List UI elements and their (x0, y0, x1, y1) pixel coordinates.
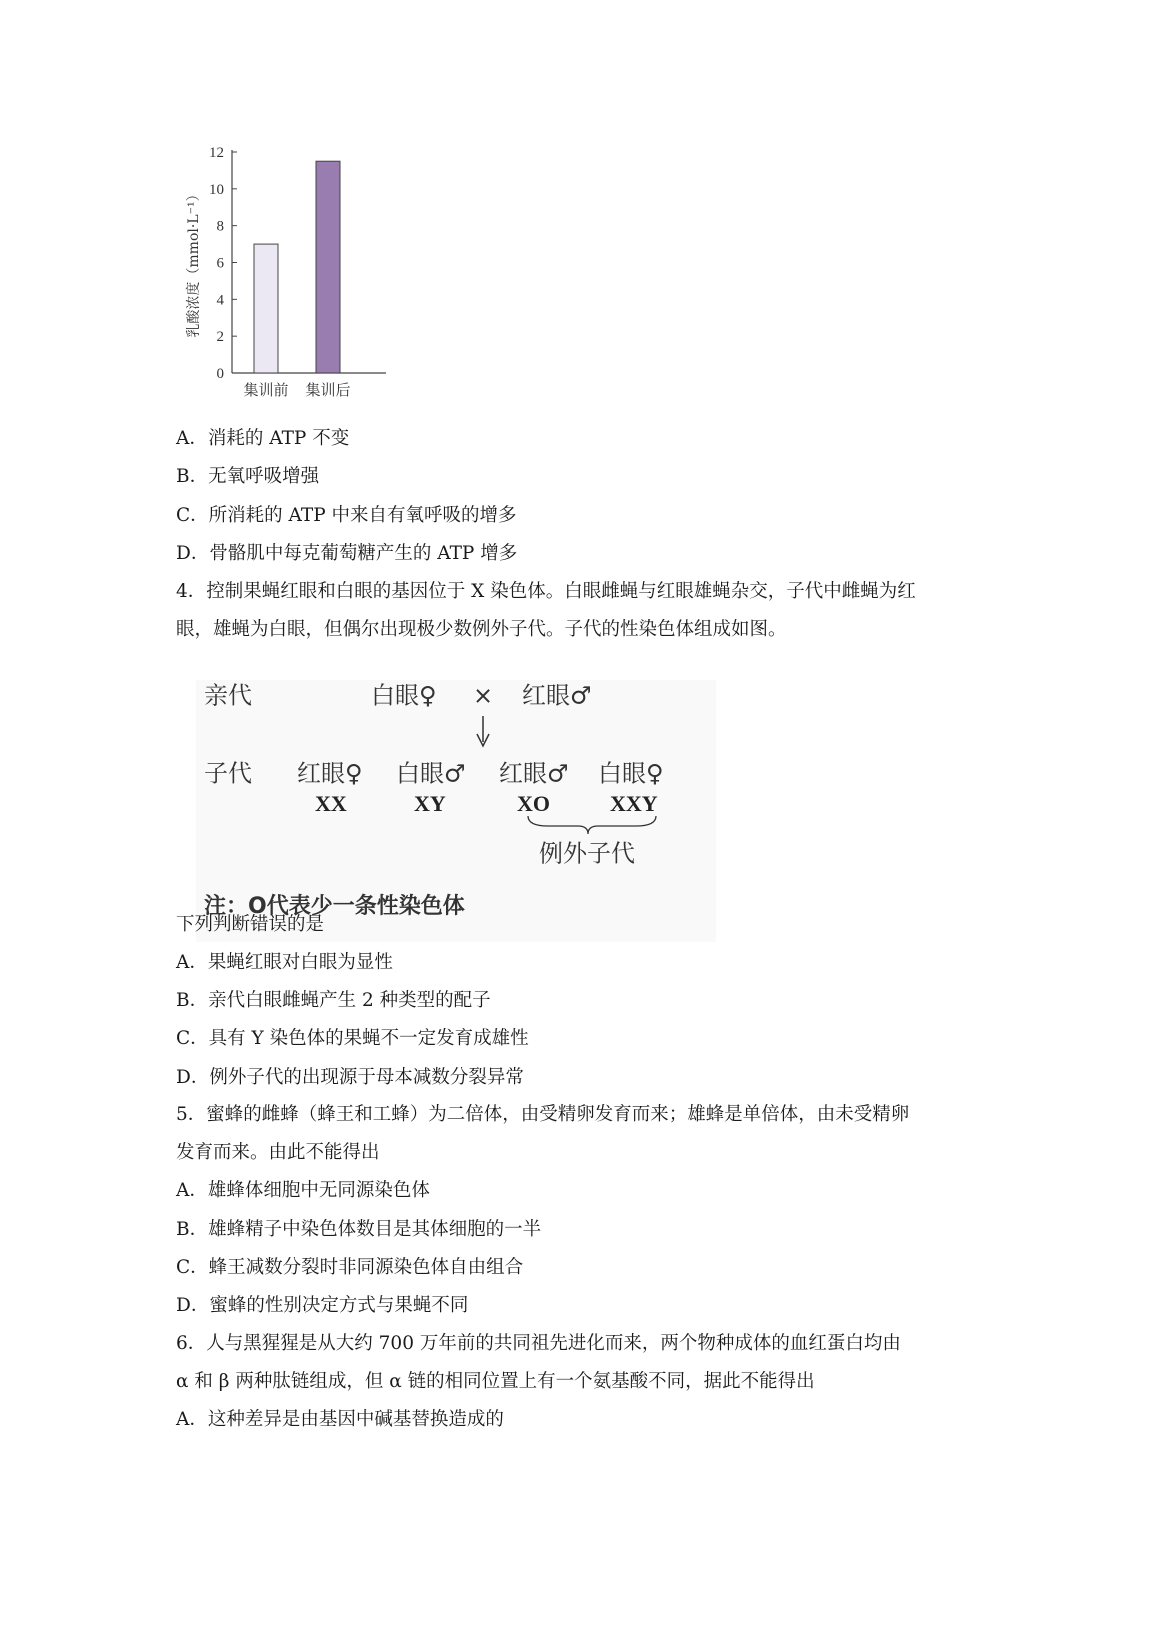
parent-female-label: 白眼♀ (371, 681, 437, 710)
offspring-genotype: XX (315, 791, 347, 816)
exception-offspring-label: 例外子代 (539, 839, 635, 868)
diagram-note: 注：O代表少一条性染色体 (204, 894, 465, 920)
x-category-label: 集训后 (305, 381, 351, 399)
offspring-phenotype: 红眼♀ (297, 759, 363, 788)
q5-stem-line1: 5．蜜蜂的雌蜂（蜂王和工蜂）为二倍体，由受精卵发育而来；雄蜂是单倍体，由未受精卵 (176, 1104, 910, 1125)
q4-option-b: B．亲代白眼雌蝇产生 2 种类型的配子 (176, 990, 491, 1011)
x-category-label: 集训前 (243, 381, 289, 399)
exception-brace (528, 816, 656, 834)
y-tick-label: 12 (209, 145, 224, 161)
offspring-genotype: XO (517, 791, 550, 816)
parent-male-label: 红眼♂ (522, 681, 592, 710)
y-tick-label: 8 (216, 218, 224, 235)
y-tick-label: 4 (216, 292, 224, 309)
q3-option-d: D．骨骼肌中每克葡萄糖产生的 ATP 增多 (176, 543, 518, 564)
parent-generation-label: 亲代 (204, 681, 252, 710)
q6-stem-line1: 6．人与黑猩猩是从大约 700 万年前的共同祖先进化而来，两个物种成体的血红蛋白均由 (176, 1333, 901, 1354)
q4-prompt: 下列判断错误的是 (176, 914, 325, 935)
offspring-phenotype: 白眼♀ (598, 759, 664, 788)
q3-option-a: A．消耗的 ATP 不变 (176, 428, 350, 449)
bar (254, 244, 278, 373)
lactic-acid-bar-chart-svg (176, 140, 396, 430)
offspring-generation-label: 子代 (204, 759, 252, 788)
q5-stem-line2: 发育而来。由此不能得出 (176, 1142, 380, 1163)
offspring-phenotype: 红眼♂ (499, 759, 569, 788)
q4-option-a: A．果蝇红眼对白眼为显性 (176, 952, 393, 973)
cross-symbol: × (473, 681, 494, 710)
y-axis-label: 乳酸浓度（mmol·L⁻¹） (186, 187, 202, 338)
q3-option-b: B．无氧呼吸增强 (176, 466, 320, 487)
q4-option-c: C．具有 Y 染色体的果蝇不一定发育成雄性 (176, 1028, 529, 1049)
q5-option-b: B．雄蜂精子中染色体数目是其体细胞的一半 (176, 1219, 542, 1240)
cross-diagram-svg (196, 680, 716, 942)
q4-stem-line1: 4．控制果蝇红眼和白眼的基因位于 X 染色体。白眼雌蝇与红眼雄蝇杂交，子代中雌蝇为红 (176, 581, 916, 602)
y-tick-label: 0 (216, 366, 224, 382)
offspring-genotype: XY (414, 791, 446, 816)
q5-option-a: A．雄蜂体细胞中无同源染色体 (176, 1180, 430, 1201)
q5-option-d: D．蜜蜂的性别决定方式与果蝇不同 (176, 1295, 469, 1316)
y-tick-label: 2 (216, 329, 224, 346)
q6-stem-line2: α 和 β 两种肽链组成，但 α 链的相同位置上有一个氨基酸不同，据此不能得出 (176, 1371, 815, 1392)
q3-option-c: C．所消耗的 ATP 中来自有氧呼吸的增多 (176, 505, 517, 526)
q4-stem-line2: 眼，雄蝇为白眼，但偶尔出现极少数例外子代。子代的性染色体组成如图。 (176, 619, 787, 640)
offspring-phenotype: 白眼♂ (396, 759, 466, 788)
genetic-cross-diagram (196, 680, 716, 942)
y-tick-label: 10 (209, 181, 224, 198)
y-tick-label: 6 (216, 255, 224, 272)
offspring-genotype: XXY (610, 791, 658, 816)
q5-option-c: C．蜂王减数分裂时非同源染色体自由组合 (176, 1257, 524, 1278)
lactic-acid-chart (176, 140, 396, 430)
q4-option-d: D．例外子代的出现源于母本减数分裂异常 (176, 1067, 524, 1088)
q6-option-a: A．这种差异是由基因中碱基替换造成的 (176, 1409, 504, 1430)
bar (316, 161, 340, 373)
